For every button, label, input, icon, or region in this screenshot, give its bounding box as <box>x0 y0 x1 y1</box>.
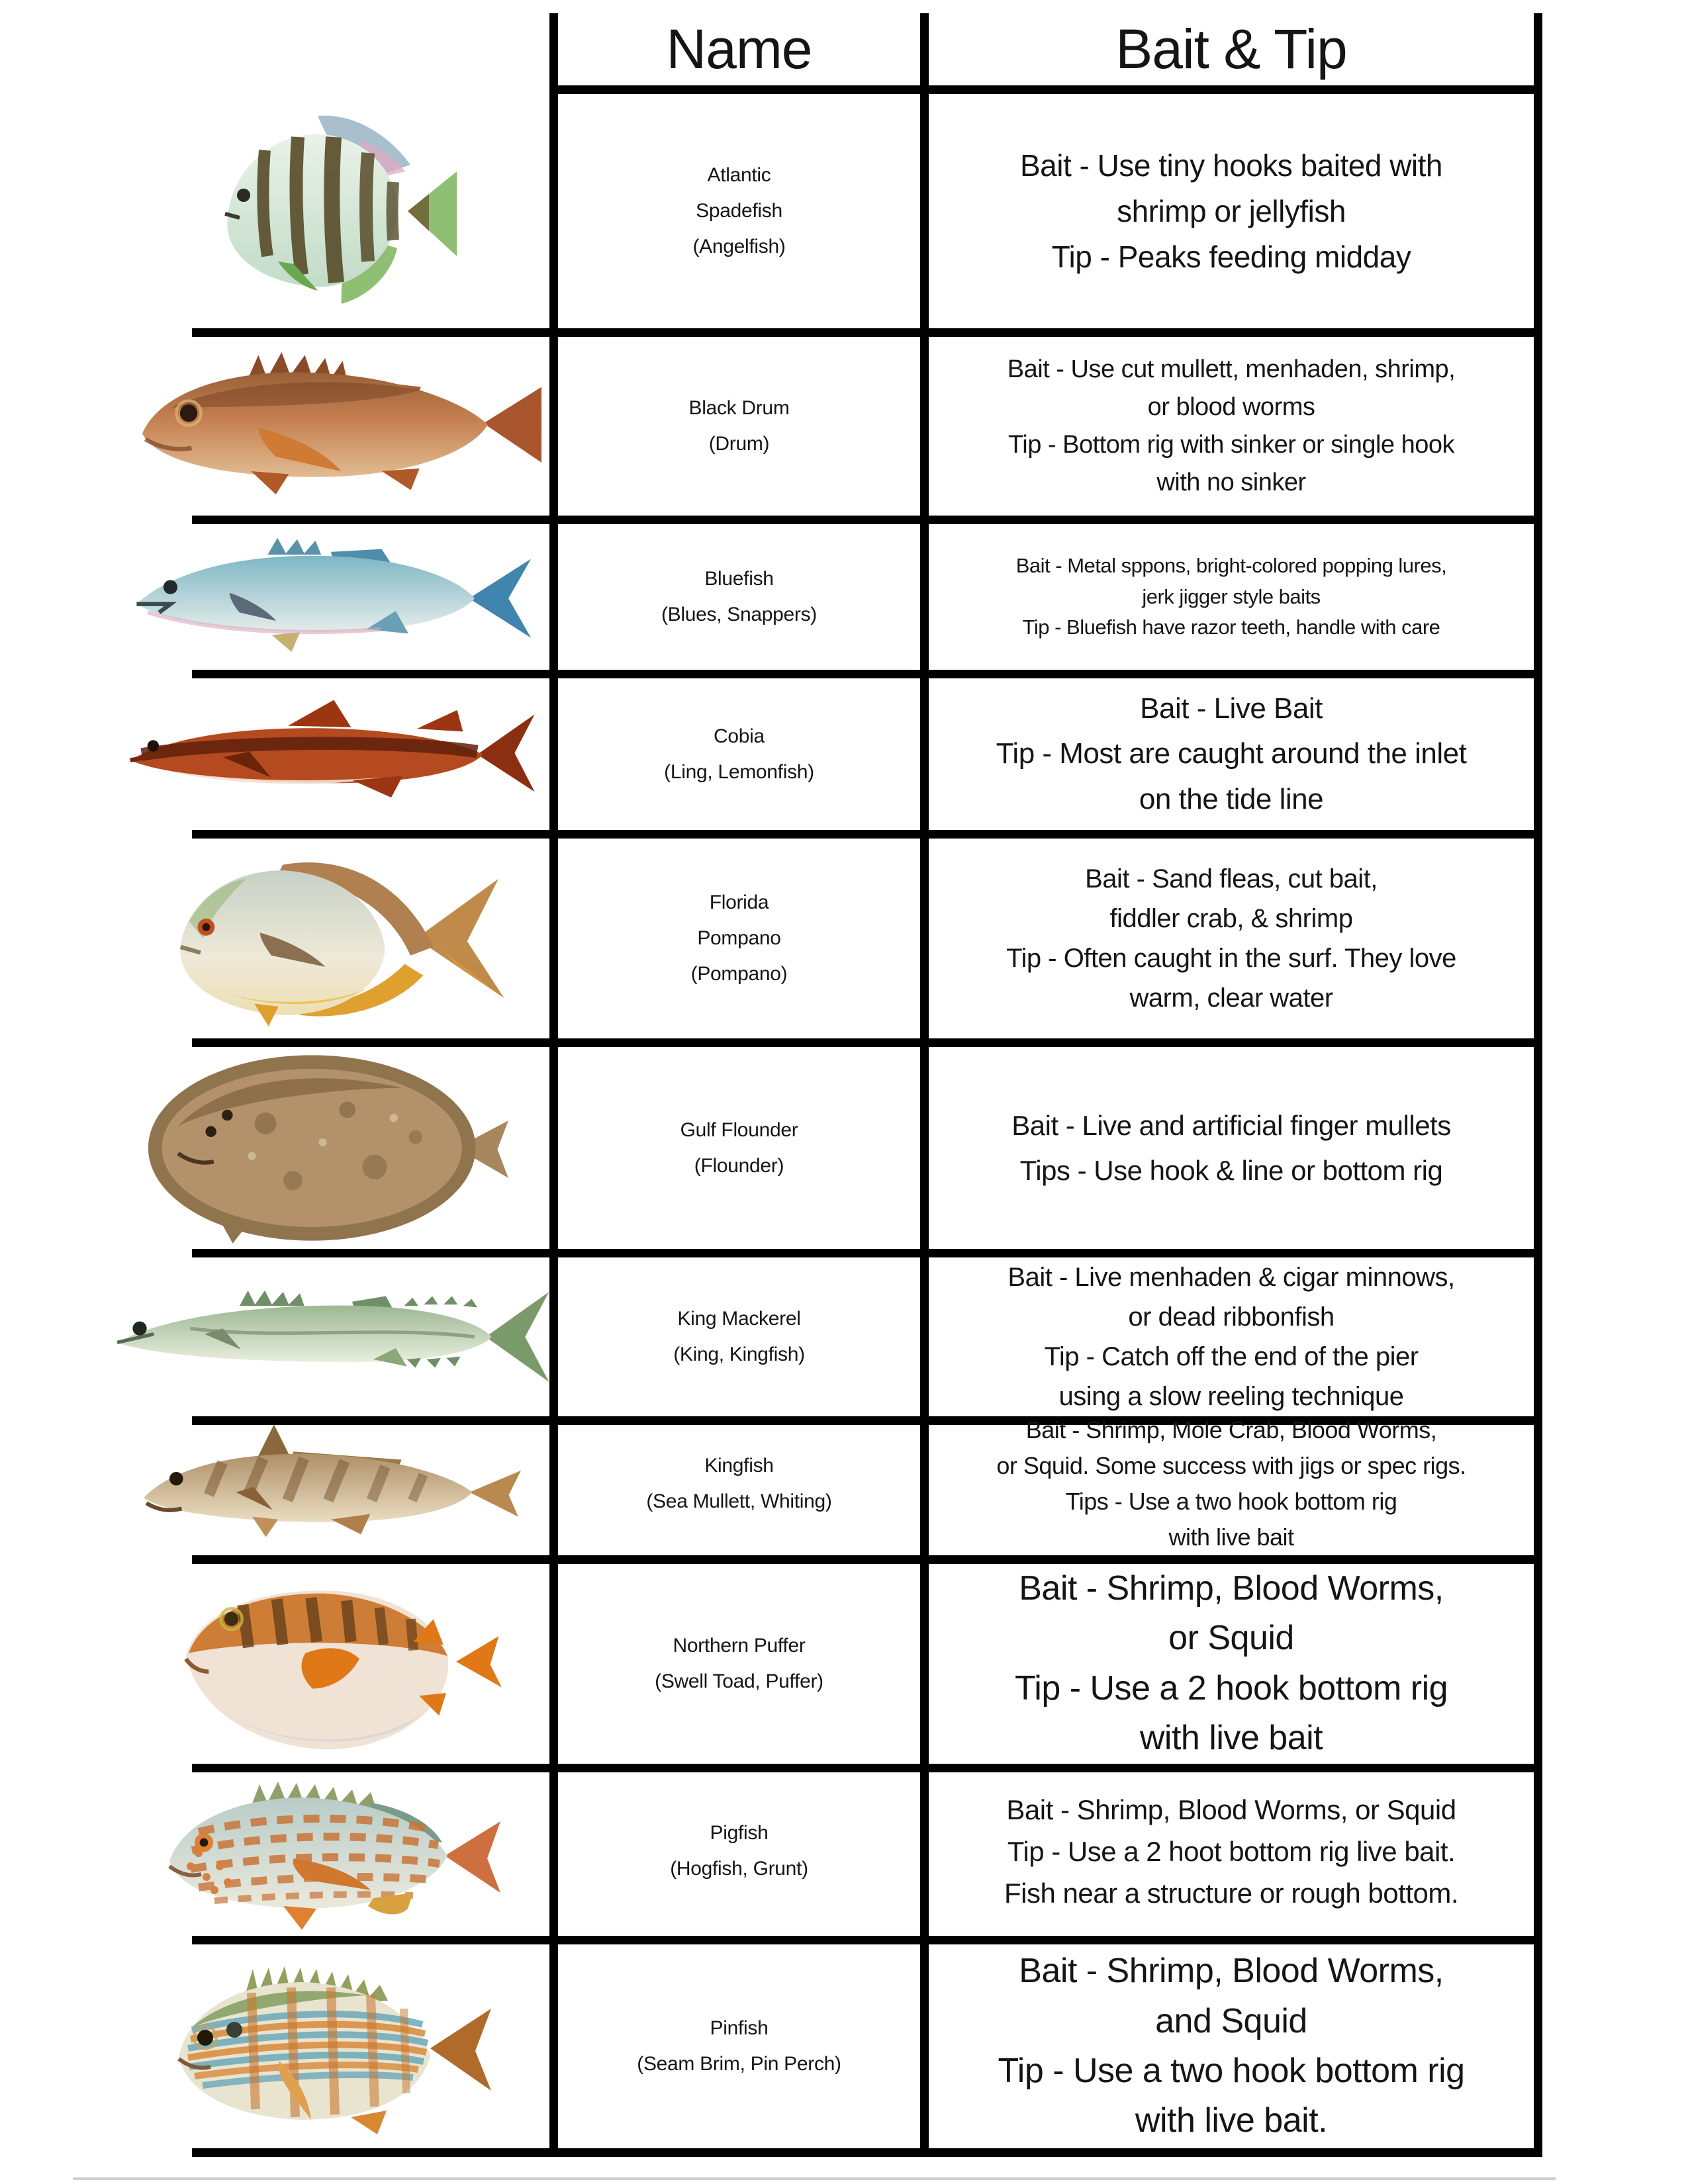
fish-image-cell <box>192 524 549 678</box>
bait-tip-cell <box>920 94 1542 337</box>
fish-name-cell <box>549 337 920 524</box>
table-row-gulf-flounder <box>192 1047 1542 1257</box>
bait-line: Tip - Most are caught around the inlet <box>996 737 1467 770</box>
gulf-flounder-image <box>139 1047 523 1249</box>
fish-name-line: Gulf Flounder <box>680 1118 798 1141</box>
table-row-pinfish <box>192 1944 1542 2157</box>
fish-name-line: Florida <box>709 891 769 913</box>
florida-pompano-image <box>132 839 530 1038</box>
fish-name-line: (King, Kingfish) <box>673 1343 805 1365</box>
fish-image-cell <box>192 1944 549 2157</box>
fish-image-cell <box>192 337 549 524</box>
page-bottom-edge <box>73 2177 1556 2180</box>
bait-line: or Squid. Some success with jigs or spec rigs. <box>996 1452 1466 1479</box>
bait-line: Bait - Metal sppons, bright-colored popping lures, <box>1015 554 1447 578</box>
bait-tip-cell <box>920 337 1542 524</box>
bait-line: Tip - Use a 2 hoot bottom rig live bait. <box>1007 1835 1456 1867</box>
fish-image-cell <box>192 1766 549 1944</box>
bait-line: Tip - Catch off the end of the pier <box>1044 1342 1419 1371</box>
table-row-florida-pompano <box>192 839 1542 1047</box>
name-column-header: Name <box>666 18 812 80</box>
bait-line: Tip - Bottom rig with sinker or single hook <box>1008 431 1455 459</box>
header-bait-cell <box>920 13 1542 94</box>
bait-line: Tips - Use a two hook bottom rig <box>1065 1488 1397 1515</box>
fish-image-cell <box>192 1564 549 1772</box>
fish-name-cell <box>549 678 920 839</box>
bait-line: Fish near a structure or rough bottom. <box>1004 1877 1458 1909</box>
bait-line: Bait - Shrimp, Mole Crab, Blood Worms, <box>1025 1416 1437 1443</box>
pinfish-image <box>152 1950 510 2142</box>
fish-name-cell <box>549 1944 920 2157</box>
fish-name-cell <box>549 524 920 678</box>
table-header-row <box>192 13 1542 94</box>
fish-name-line: (Pompano) <box>690 963 788 985</box>
king-mackerel-image <box>106 1274 556 1400</box>
bait-tip-cell <box>920 1944 1542 2157</box>
fish-name-line: Bluefish <box>704 568 774 590</box>
bait-tip-cell <box>920 678 1542 839</box>
fish-name-line: Pinfish <box>710 2017 769 2039</box>
table-row-bluefish <box>192 524 1542 678</box>
fish-bait-table <box>192 13 1542 2157</box>
fish-name-line: (Flounder) <box>694 1154 784 1177</box>
bait-tip-cell <box>920 1766 1542 1944</box>
fish-image-cell <box>192 1412 549 1564</box>
bait-tip-cell <box>920 1257 1542 1425</box>
bait-line: Bait - Shrimp, Blood Worms, <box>1019 1952 1444 1991</box>
bait-line: warm, clear water <box>1129 983 1333 1013</box>
cobia-image <box>116 688 546 821</box>
black-drum-image <box>113 343 549 509</box>
table-row-atlantic-spadefish <box>192 94 1542 337</box>
table-row-northern-puffer <box>192 1564 1542 1766</box>
kingfish-image <box>126 1416 536 1552</box>
bait-line: Tip - Bluefish have razor teeth, handle with care <box>1022 615 1440 639</box>
fish-name-line: Northern Puffer <box>673 1634 806 1657</box>
fish-image-cell <box>192 1047 549 1257</box>
fish-name-cell <box>549 1047 920 1257</box>
bait-line: Tip - Use a two hook bottom rig <box>998 2052 1465 2090</box>
table-row-cobia <box>192 678 1542 839</box>
bait-line: and Squid <box>1155 2001 1307 2040</box>
bait-line: Bait - Sand fleas, cut bait, <box>1085 864 1378 893</box>
bait-line: Tip - Often caught in the surf. They love <box>1006 944 1456 973</box>
bait-line: Bait - Shrimp, Blood Worms, or Squid <box>1006 1794 1456 1825</box>
northern-puffer-image <box>146 1568 516 1760</box>
table-row-pigfish <box>192 1766 1542 1944</box>
fish-name-cell <box>549 1412 920 1564</box>
header-name-cell <box>549 13 920 94</box>
bait-line: Bait - Use cut mullett, menhaden, shrimp, <box>1007 355 1456 383</box>
bait-line: on the tide line <box>1139 782 1324 815</box>
fish-name-line: (Seam Brim, Pin Perch) <box>637 2053 841 2075</box>
bait-line: or dead ribbonfish <box>1128 1302 1335 1332</box>
bait-tip-cell <box>920 1412 1542 1564</box>
table-row-black-drum <box>192 337 1542 524</box>
fish-name-cell <box>549 94 920 337</box>
fish-name-line: Cobia <box>714 725 765 747</box>
fish-name-line: Atlantic <box>707 164 771 186</box>
table-row-kingfish <box>192 1412 1542 1564</box>
bait-line: Tips - Use hook & line or bottom rig <box>1019 1154 1443 1186</box>
bait-line: with live bait <box>1139 1719 1323 1758</box>
bait-line: Bait - Use tiny hooks baited with <box>1019 148 1443 183</box>
bait-line: or blood worms <box>1147 393 1315 421</box>
fish-name-line: Spadefish <box>696 200 782 222</box>
bait-tip-cell <box>920 524 1542 678</box>
fish-name-line: (Sea Mullett, Whiting) <box>646 1490 832 1512</box>
bait-line: Bait - Live menhaden & cigar minnows, <box>1008 1263 1455 1292</box>
fish-name-line: (Swell Toad, Puffer) <box>655 1670 823 1692</box>
bait-tip-column-header: Bait & Tip <box>1115 18 1347 80</box>
bait-line: Tip - Peaks feeding midday <box>1051 239 1411 274</box>
bait-line: Bait - Live Bait <box>1140 692 1323 725</box>
fish-name-line: (Drum) <box>708 433 770 455</box>
fish-name-line: (Hogfish, Grunt) <box>670 1858 808 1880</box>
bait-line: or Squid <box>1168 1619 1294 1658</box>
bait-line: shrimp or jellyfish <box>1117 193 1346 228</box>
pigfish-image <box>146 1768 516 1934</box>
fish-image-cell <box>192 678 549 839</box>
fish-name-line: King Mackerel <box>677 1308 801 1330</box>
bait-line: Tip - Use a 2 hook bottom rig <box>1014 1668 1448 1707</box>
bait-line: with no sinker <box>1156 469 1306 496</box>
fish-name-cell <box>549 1564 920 1772</box>
table-row-king-mackerel <box>192 1257 1542 1412</box>
fish-name-cell <box>549 1257 920 1425</box>
fish-image-cell <box>192 839 549 1047</box>
atlantic-spadefish-image <box>185 105 477 317</box>
header-fish-cell <box>192 13 549 94</box>
bait-line: Bait - Shrimp, Blood Worms, <box>1019 1569 1444 1608</box>
fish-name-line: Black Drum <box>688 397 790 419</box>
fish-image-cell <box>192 94 549 337</box>
fish-name-line: Pompano <box>697 927 781 949</box>
fish-name-line: (Angelfish) <box>692 236 786 257</box>
bluefish-image <box>119 531 543 663</box>
bait-tip-cell <box>920 1047 1542 1257</box>
fish-name-cell <box>549 1766 920 1944</box>
bait-line: jerk jigger style baits <box>1142 584 1321 608</box>
bait-line: with live bait. <box>1135 2101 1328 2140</box>
bait-line: Bait - Live and artificial finger mullets <box>1011 1110 1451 1142</box>
fish-name-line: Kingfish <box>704 1455 774 1477</box>
fish-name-cell <box>549 839 920 1047</box>
bait-line: with live bait <box>1168 1524 1294 1551</box>
bait-line: using a slow reeling technique <box>1058 1382 1404 1411</box>
fish-name-line: Pigfish <box>710 1822 769 1844</box>
bait-line: fiddler crab, & shrimp <box>1109 904 1353 933</box>
bait-tip-cell <box>920 1564 1542 1772</box>
bait-tip-cell <box>920 839 1542 1047</box>
fish-name-line: (Blues, Snappers) <box>661 604 818 625</box>
fish-name-line: (Ling, Lemonfish) <box>664 760 814 783</box>
fish-image-cell <box>192 1257 549 1425</box>
